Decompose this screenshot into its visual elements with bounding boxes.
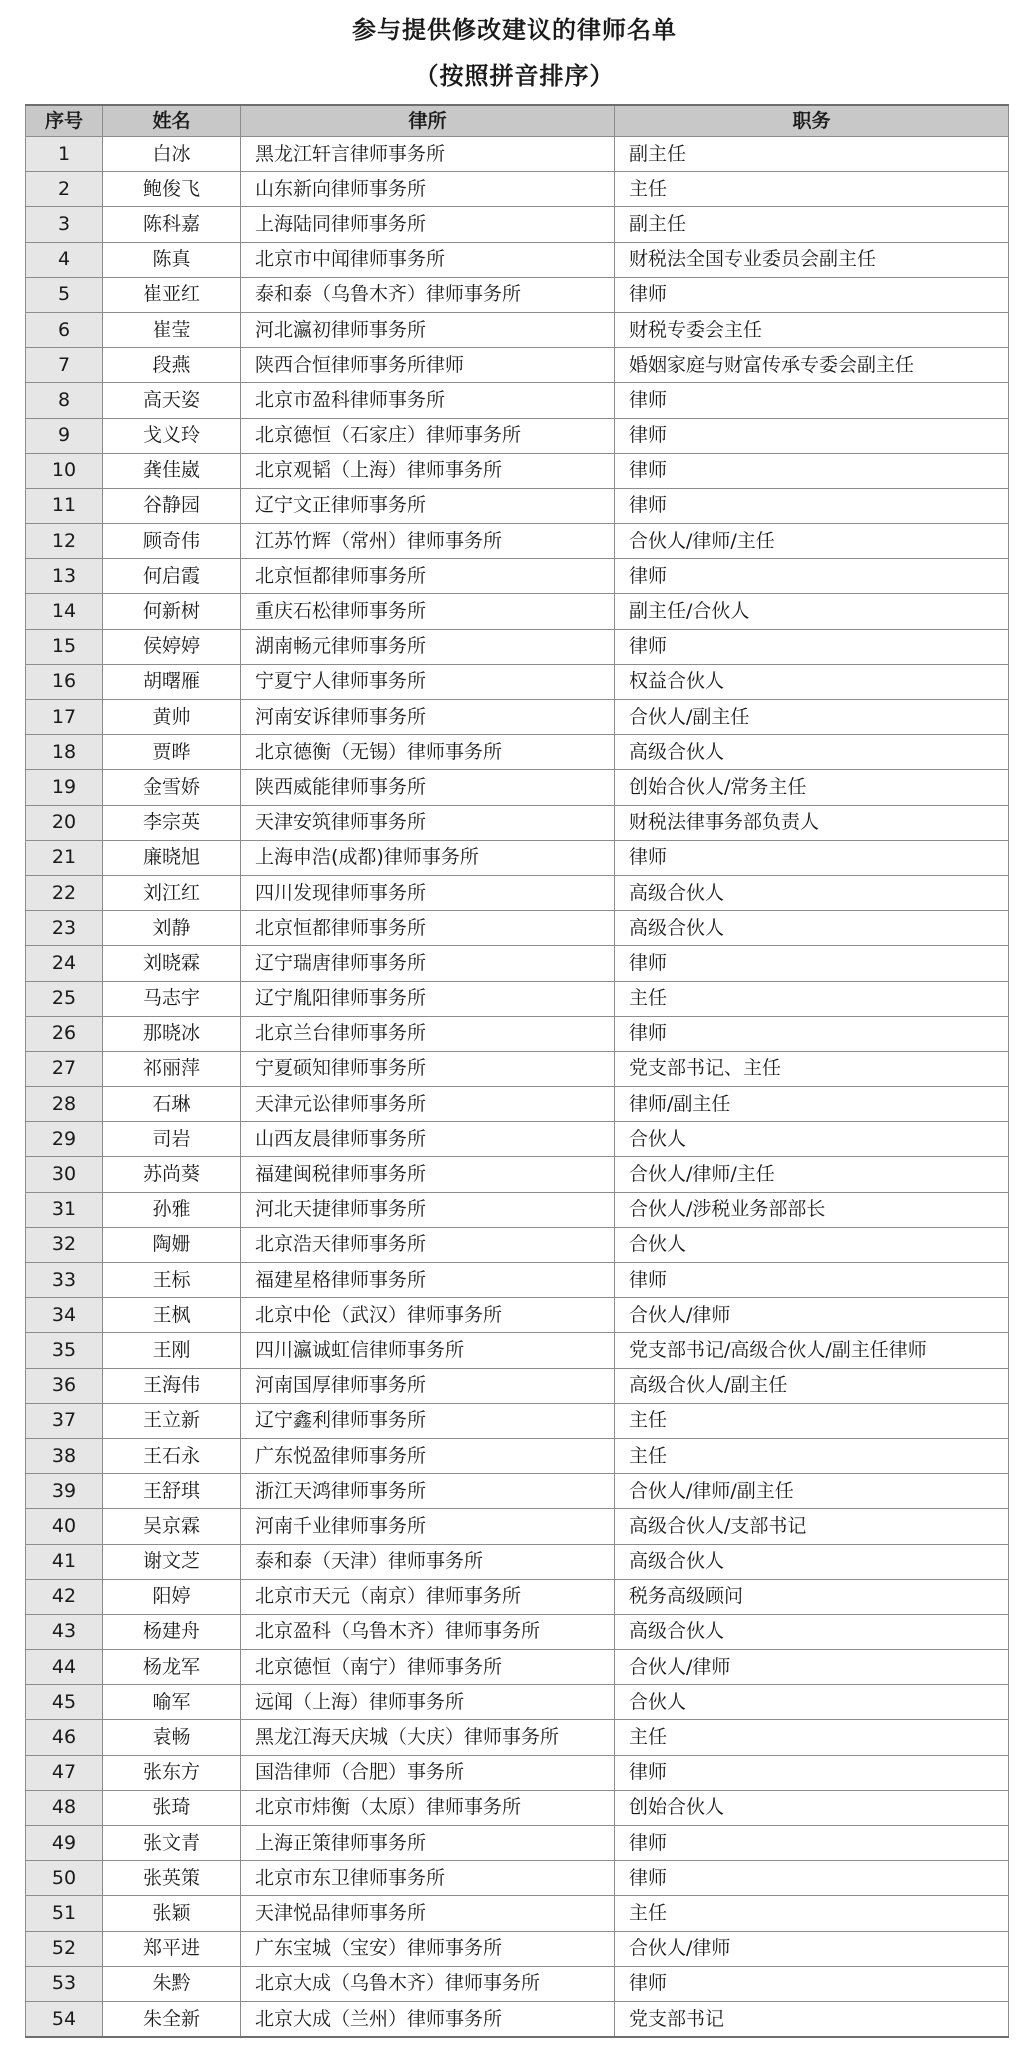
cell-title: 律师/副主任 xyxy=(615,1087,1009,1122)
cell-no: 21 xyxy=(26,840,103,875)
cell-name: 吴京霖 xyxy=(103,1509,241,1544)
cell-title: 律师 xyxy=(615,840,1009,875)
table-row xyxy=(26,312,1009,347)
cell-name: 郑平进 xyxy=(103,1931,241,1966)
table-row xyxy=(26,700,1009,735)
table-row xyxy=(26,1368,1009,1403)
cell-firm: 北京市炜衡（太原）律师事务所 xyxy=(241,1790,615,1825)
cell-title: 律师 xyxy=(615,453,1009,488)
cell-firm: 山西友晨律师事务所 xyxy=(241,1122,615,1157)
cell-no: 36 xyxy=(26,1368,103,1403)
page-subtitle: （按照拼音排序） xyxy=(414,62,615,90)
cell-no: 18 xyxy=(26,735,103,770)
cell-firm: 北京市中闻律师事务所 xyxy=(241,242,615,277)
cell-firm: 泰和泰（天津）律师事务所 xyxy=(241,1544,615,1579)
cell-title: 副主任 xyxy=(615,207,1009,242)
cell-name: 王舒琪 xyxy=(103,1474,241,1509)
cell-no: 51 xyxy=(26,1896,103,1931)
table-row xyxy=(26,1896,1009,1931)
table-row xyxy=(26,1685,1009,1720)
cell-title: 高级合伙人/副主任 xyxy=(615,1368,1009,1403)
table-row xyxy=(26,242,1009,277)
cell-title: 高级合伙人/支部书记 xyxy=(615,1509,1009,1544)
cell-firm: 河南安诉律师事务所 xyxy=(241,700,615,735)
cell-no: 44 xyxy=(26,1650,103,1685)
cell-firm: 福建星格律师事务所 xyxy=(241,1263,615,1298)
cell-firm: 泰和泰（乌鲁木齐）律师事务所 xyxy=(241,277,615,312)
cell-firm: 四川发现律师事务所 xyxy=(241,875,615,910)
cell-name: 喻军 xyxy=(103,1685,241,1720)
cell-firm: 远闻（上海）律师事务所 xyxy=(241,1685,615,1720)
cell-no: 54 xyxy=(26,2001,103,2037)
table-row xyxy=(26,207,1009,242)
cell-firm: 宁夏硕知律师事务所 xyxy=(241,1051,615,1086)
cell-firm: 上海正策律师事务所 xyxy=(241,1826,615,1861)
cell-firm: 上海陆同律师事务所 xyxy=(241,207,615,242)
table-row xyxy=(26,1227,1009,1262)
cell-no: 32 xyxy=(26,1227,103,1262)
table-row xyxy=(26,1720,1009,1755)
cell-firm: 河南国厚律师事务所 xyxy=(241,1368,615,1403)
cell-name: 王海伟 xyxy=(103,1368,241,1403)
cell-firm: 辽宁鑫利律师事务所 xyxy=(241,1403,615,1438)
cell-name: 陈科嘉 xyxy=(103,207,241,242)
cell-no: 17 xyxy=(26,700,103,735)
cell-no: 41 xyxy=(26,1544,103,1579)
cell-firm: 山东新向律师事务所 xyxy=(241,172,615,207)
cell-title: 高级合伙人 xyxy=(615,1544,1009,1579)
cell-no: 45 xyxy=(26,1685,103,1720)
cell-no: 50 xyxy=(26,1861,103,1896)
cell-no: 35 xyxy=(26,1333,103,1368)
cell-title: 合伙人/涉税业务部部长 xyxy=(615,1192,1009,1227)
cell-no: 12 xyxy=(26,524,103,559)
cell-firm: 北京兰台律师事务所 xyxy=(241,1016,615,1051)
table-row xyxy=(26,383,1009,418)
header-row xyxy=(26,105,1009,137)
cell-title: 合伙人/律师/主任 xyxy=(615,1157,1009,1192)
cell-firm: 辽宁瑞唐律师事务所 xyxy=(241,946,615,981)
cell-name: 谢文芝 xyxy=(103,1544,241,1579)
cell-no: 47 xyxy=(26,1755,103,1790)
cell-title: 副主任 xyxy=(615,137,1009,172)
table-row xyxy=(26,840,1009,875)
cell-title: 律师 xyxy=(615,946,1009,981)
cell-no: 15 xyxy=(26,629,103,664)
cell-title: 主任 xyxy=(615,1438,1009,1473)
cell-title: 权益合伙人 xyxy=(615,664,1009,699)
cell-name: 陶姗 xyxy=(103,1227,241,1262)
cell-no: 3 xyxy=(26,207,103,242)
cell-no: 11 xyxy=(26,488,103,523)
table-row xyxy=(26,1509,1009,1544)
table-row xyxy=(26,1474,1009,1509)
table-row xyxy=(26,770,1009,805)
cell-firm: 北京盈科（乌鲁木齐）律师事务所 xyxy=(241,1614,615,1649)
cell-firm: 江苏竹辉（常州）律师事务所 xyxy=(241,524,615,559)
cell-firm: 天津安筑律师事务所 xyxy=(241,805,615,840)
cell-firm: 国浩律师（合肥）事务所 xyxy=(241,1755,615,1790)
cell-no: 1 xyxy=(26,137,103,172)
table-body xyxy=(26,137,1009,2038)
table-row xyxy=(26,594,1009,629)
cell-no: 9 xyxy=(26,418,103,453)
cell-no: 30 xyxy=(26,1157,103,1192)
cell-title: 财税专委会主任 xyxy=(615,312,1009,347)
cell-no: 24 xyxy=(26,946,103,981)
cell-name: 黄帅 xyxy=(103,700,241,735)
table-row xyxy=(26,1614,1009,1649)
table-row xyxy=(26,1403,1009,1438)
cell-firm: 上海申浩(成都)律师事务所 xyxy=(241,840,615,875)
cell-firm: 北京市东卫律师事务所 xyxy=(241,1861,615,1896)
cell-no: 31 xyxy=(26,1192,103,1227)
cell-name: 王立新 xyxy=(103,1403,241,1438)
table-row xyxy=(26,277,1009,312)
header-name: 姓名 xyxy=(103,105,241,137)
table-row xyxy=(26,1016,1009,1051)
cell-title: 副主任/合伙人 xyxy=(615,594,1009,629)
table-row xyxy=(26,172,1009,207)
cell-no: 29 xyxy=(26,1122,103,1157)
cell-title: 创始合伙人/常务主任 xyxy=(615,770,1009,805)
cell-firm: 辽宁文正律师事务所 xyxy=(241,488,615,523)
cell-firm: 黑龙江海天庆城（大庆）律师事务所 xyxy=(241,1720,615,1755)
cell-no: 26 xyxy=(26,1016,103,1051)
cell-title: 创始合伙人 xyxy=(615,1790,1009,1825)
cell-no: 23 xyxy=(26,911,103,946)
cell-no: 37 xyxy=(26,1403,103,1438)
cell-title: 律师 xyxy=(615,277,1009,312)
cell-firm: 河南千业律师事务所 xyxy=(241,1509,615,1544)
cell-firm: 河北瀛初律师事务所 xyxy=(241,312,615,347)
cell-firm: 北京中伦（武汉）律师事务所 xyxy=(241,1298,615,1333)
table-row xyxy=(26,1966,1009,2001)
cell-name: 马志宇 xyxy=(103,981,241,1016)
cell-name: 戈义玲 xyxy=(103,418,241,453)
cell-name: 龚佳崴 xyxy=(103,453,241,488)
cell-title: 高级合伙人 xyxy=(615,875,1009,910)
table-row xyxy=(26,1438,1009,1473)
cell-firm: 陕西合恒律师事务所律师 xyxy=(241,348,615,383)
cell-no: 22 xyxy=(26,875,103,910)
cell-name: 那晓冰 xyxy=(103,1016,241,1051)
cell-firm: 湖南畅元律师事务所 xyxy=(241,629,615,664)
cell-no: 52 xyxy=(26,1931,103,1966)
cell-name: 杨建舟 xyxy=(103,1614,241,1649)
cell-firm: 四川瀛诚虹信律师事务所 xyxy=(241,1333,615,1368)
cell-name: 白冰 xyxy=(103,137,241,172)
cell-title: 主任 xyxy=(615,172,1009,207)
cell-title: 婚姻家庭与财富传承专委会副主任 xyxy=(615,348,1009,383)
table-row xyxy=(26,1931,1009,1966)
table-row xyxy=(26,946,1009,981)
cell-name: 鲍俊飞 xyxy=(103,172,241,207)
cell-no: 10 xyxy=(26,453,103,488)
cell-name: 高天姿 xyxy=(103,383,241,418)
cell-no: 19 xyxy=(26,770,103,805)
cell-firm: 河北天捷律师事务所 xyxy=(241,1192,615,1227)
cell-firm: 北京德恒（南宁）律师事务所 xyxy=(241,1650,615,1685)
cell-name: 张琦 xyxy=(103,1790,241,1825)
cell-no: 20 xyxy=(26,805,103,840)
cell-title: 高级合伙人 xyxy=(615,735,1009,770)
cell-firm: 北京恒都律师事务所 xyxy=(241,911,615,946)
cell-name: 王刚 xyxy=(103,1333,241,1368)
cell-title: 合伙人 xyxy=(615,1227,1009,1262)
cell-firm: 宁夏宁人律师事务所 xyxy=(241,664,615,699)
cell-name: 张英策 xyxy=(103,1861,241,1896)
cell-no: 6 xyxy=(26,312,103,347)
cell-no: 46 xyxy=(26,1720,103,1755)
table-row xyxy=(26,1544,1009,1579)
cell-name: 贾晔 xyxy=(103,735,241,770)
cell-title: 财税法律事务部负责人 xyxy=(615,805,1009,840)
cell-name: 刘静 xyxy=(103,911,241,946)
cell-title: 律师 xyxy=(615,1263,1009,1298)
header-no: 序号 xyxy=(26,105,103,137)
cell-no: 42 xyxy=(26,1579,103,1614)
cell-name: 王石永 xyxy=(103,1438,241,1473)
table-row xyxy=(26,418,1009,453)
cell-name: 王枫 xyxy=(103,1298,241,1333)
table-row xyxy=(26,875,1009,910)
table-row xyxy=(26,1861,1009,1896)
cell-title: 合伙人/律师/主任 xyxy=(615,524,1009,559)
cell-no: 25 xyxy=(26,981,103,1016)
cell-firm: 浙江天鸿律师事务所 xyxy=(241,1474,615,1509)
cell-firm: 北京浩天律师事务所 xyxy=(241,1227,615,1262)
cell-title: 律师 xyxy=(615,1861,1009,1896)
cell-title: 合伙人/律师 xyxy=(615,1931,1009,1966)
cell-firm: 重庆石松律师事务所 xyxy=(241,594,615,629)
cell-name: 司岩 xyxy=(103,1122,241,1157)
cell-no: 34 xyxy=(26,1298,103,1333)
table-row xyxy=(26,1192,1009,1227)
header-firm: 律所 xyxy=(241,105,615,137)
cell-firm: 福建闽税律师事务所 xyxy=(241,1157,615,1192)
cell-title: 财税法全国专业委员会副主任 xyxy=(615,242,1009,277)
cell-no: 38 xyxy=(26,1438,103,1473)
table-row xyxy=(26,735,1009,770)
table-row xyxy=(26,911,1009,946)
cell-title: 律师 xyxy=(615,1966,1009,2001)
cell-name: 张文青 xyxy=(103,1826,241,1861)
cell-title: 主任 xyxy=(615,981,1009,1016)
cell-title: 律师 xyxy=(615,629,1009,664)
cell-no: 39 xyxy=(26,1474,103,1509)
table-row xyxy=(26,1263,1009,1298)
table-row xyxy=(26,981,1009,1016)
cell-firm: 辽宁胤阳律师事务所 xyxy=(241,981,615,1016)
table-row xyxy=(26,1333,1009,1368)
cell-no: 40 xyxy=(26,1509,103,1544)
table-header xyxy=(26,105,1009,137)
cell-no: 14 xyxy=(26,594,103,629)
cell-name: 阳婷 xyxy=(103,1579,241,1614)
cell-no: 16 xyxy=(26,664,103,699)
cell-name: 王标 xyxy=(103,1263,241,1298)
table-row xyxy=(26,664,1009,699)
table-row xyxy=(26,137,1009,172)
cell-name: 何启霞 xyxy=(103,559,241,594)
cell-firm: 北京德衡（无锡）律师事务所 xyxy=(241,735,615,770)
cell-title: 党支部书记/高级合伙人/副主任律师 xyxy=(615,1333,1009,1368)
cell-firm: 广东悦盈律师事务所 xyxy=(241,1438,615,1473)
cell-no: 43 xyxy=(26,1614,103,1649)
cell-name: 胡曙雁 xyxy=(103,664,241,699)
header-title: 职务 xyxy=(615,105,1009,137)
cell-name: 李宗英 xyxy=(103,805,241,840)
cell-name: 朱黔 xyxy=(103,1966,241,2001)
cell-no: 33 xyxy=(26,1263,103,1298)
cell-no: 7 xyxy=(26,348,103,383)
cell-no: 4 xyxy=(26,242,103,277)
cell-name: 袁畅 xyxy=(103,1720,241,1755)
table-row xyxy=(26,1051,1009,1086)
cell-title: 合伙人 xyxy=(615,1122,1009,1157)
cell-name: 石琳 xyxy=(103,1087,241,1122)
cell-name: 张东方 xyxy=(103,1755,241,1790)
cell-firm: 北京恒都律师事务所 xyxy=(241,559,615,594)
page-title: 参与提供修改建议的律师名单 xyxy=(352,16,677,44)
cell-name: 崔亚红 xyxy=(103,277,241,312)
cell-no: 28 xyxy=(26,1087,103,1122)
cell-firm: 黑龙江轩言律师事务所 xyxy=(241,137,615,172)
cell-name: 刘晓霖 xyxy=(103,946,241,981)
cell-title: 律师 xyxy=(615,1755,1009,1790)
cell-title: 合伙人/律师/副主任 xyxy=(615,1474,1009,1509)
cell-no: 53 xyxy=(26,1966,103,2001)
cell-name: 金雪娇 xyxy=(103,770,241,805)
table-row xyxy=(26,1650,1009,1685)
table-row xyxy=(26,1157,1009,1192)
table-row xyxy=(26,1579,1009,1614)
table-row xyxy=(26,453,1009,488)
cell-name: 廉晓旭 xyxy=(103,840,241,875)
cell-firm: 北京市盈科律师事务所 xyxy=(241,383,615,418)
cell-title: 党支部书记、主任 xyxy=(615,1051,1009,1086)
cell-no: 2 xyxy=(26,172,103,207)
cell-title: 高级合伙人 xyxy=(615,1614,1009,1649)
table-row xyxy=(26,488,1009,523)
table-row xyxy=(26,1298,1009,1333)
cell-name: 谷静园 xyxy=(103,488,241,523)
cell-name: 张颖 xyxy=(103,1896,241,1931)
cell-name: 朱全新 xyxy=(103,2001,241,2037)
cell-title: 高级合伙人 xyxy=(615,911,1009,946)
cell-title: 律师 xyxy=(615,559,1009,594)
cell-title: 合伙人 xyxy=(615,1685,1009,1720)
cell-name: 刘江红 xyxy=(103,875,241,910)
cell-name: 苏尚葵 xyxy=(103,1157,241,1192)
cell-title: 律师 xyxy=(615,1826,1009,1861)
cell-title: 主任 xyxy=(615,1720,1009,1755)
table-row xyxy=(26,348,1009,383)
cell-name: 段燕 xyxy=(103,348,241,383)
cell-name: 陈真 xyxy=(103,242,241,277)
cell-title: 主任 xyxy=(615,1403,1009,1438)
cell-no: 5 xyxy=(26,277,103,312)
cell-title: 党支部书记 xyxy=(615,2001,1009,2037)
table-row xyxy=(26,559,1009,594)
cell-firm: 北京观韬（上海）律师事务所 xyxy=(241,453,615,488)
cell-firm: 天津元讼律师事务所 xyxy=(241,1087,615,1122)
cell-no: 13 xyxy=(26,559,103,594)
cell-name: 孙雅 xyxy=(103,1192,241,1227)
cell-name: 杨龙军 xyxy=(103,1650,241,1685)
cell-name: 崔莹 xyxy=(103,312,241,347)
table-row xyxy=(26,524,1009,559)
cell-name: 顾奇伟 xyxy=(103,524,241,559)
cell-name: 侯婷婷 xyxy=(103,629,241,664)
cell-title: 律师 xyxy=(615,418,1009,453)
table-row xyxy=(26,1755,1009,1790)
cell-title: 合伙人/律师 xyxy=(615,1650,1009,1685)
cell-title: 律师 xyxy=(615,488,1009,523)
cell-name: 何新树 xyxy=(103,594,241,629)
cell-title: 合伙人/律师 xyxy=(615,1298,1009,1333)
table-row xyxy=(26,2001,1009,2037)
cell-title: 税务高级顾问 xyxy=(615,1579,1009,1614)
cell-firm: 广东宝城（宝安）律师事务所 xyxy=(241,1931,615,1966)
cell-firm: 陕西威能律师事务所 xyxy=(241,770,615,805)
table-row xyxy=(26,1122,1009,1157)
table-row xyxy=(26,805,1009,840)
cell-firm: 天津悦品律师事务所 xyxy=(241,1896,615,1931)
cell-title: 主任 xyxy=(615,1896,1009,1931)
cell-firm: 北京大成（兰州）律师事务所 xyxy=(241,2001,615,2037)
cell-no: 48 xyxy=(26,1790,103,1825)
cell-firm: 北京市天元（南京）律师事务所 xyxy=(241,1579,615,1614)
cell-title: 律师 xyxy=(615,383,1009,418)
cell-name: 祁丽萍 xyxy=(103,1051,241,1086)
cell-title: 合伙人/副主任 xyxy=(615,700,1009,735)
lawyer-table xyxy=(25,104,1009,2038)
table-row xyxy=(26,1790,1009,1825)
table-row xyxy=(26,1826,1009,1861)
cell-no: 8 xyxy=(26,383,103,418)
cell-no: 27 xyxy=(26,1051,103,1086)
cell-title: 律师 xyxy=(615,1016,1009,1051)
table-row xyxy=(26,1087,1009,1122)
cell-firm: 北京大成（乌鲁木齐）律师事务所 xyxy=(241,1966,615,2001)
table-row xyxy=(26,629,1009,664)
cell-no: 49 xyxy=(26,1826,103,1861)
cell-firm: 北京德恒（石家庄）律师事务所 xyxy=(241,418,615,453)
